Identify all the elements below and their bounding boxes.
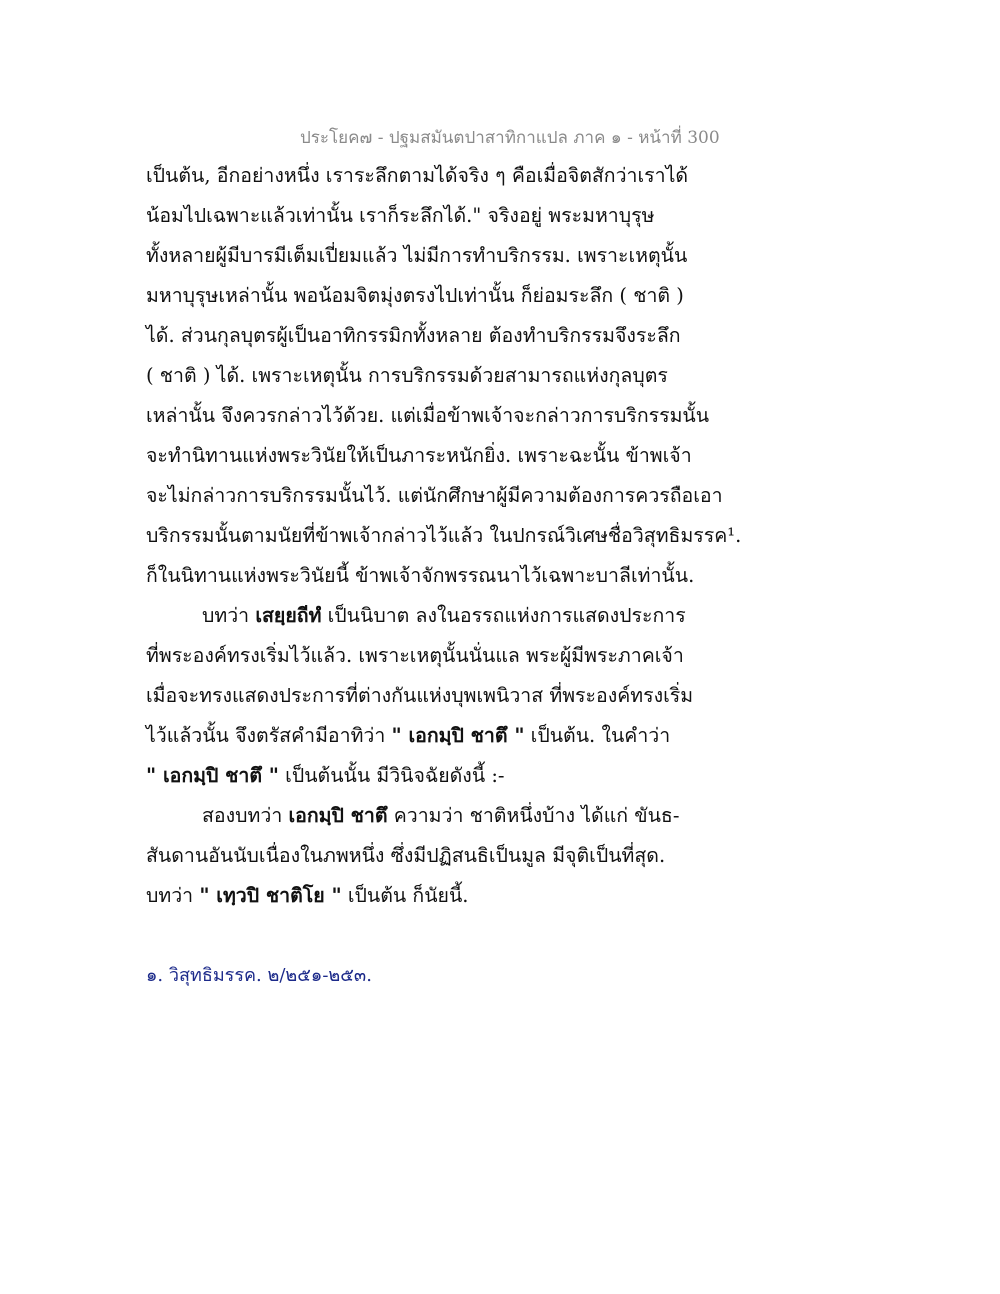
pali-term: เอกมฺปิ ชาตึ: [288, 804, 388, 827]
text-run: บทว่า: [146, 884, 200, 907]
text-line: บริกรรมนั้นตามนัยที่ข้าพเจ้ากล่าวไว้แล้ว ในปกรณ์วิเศษชื่อวิสุทธิมรรค¹.: [146, 524, 742, 547]
text-line: ที่พระองค์ทรงเริ่มไว้แล้ว. เพราะเหตุนั้นนั่นแล พระผู้มีพระภาคเจ้า: [146, 644, 684, 667]
text-line: จะทำนิทานแห่งพระวินัยให้เป็นภาระหนักยิ่ง. เพราะฉะนั้น ข้าพเจ้า: [146, 444, 692, 467]
text-line: ก็ในนิทานแห่งพระวินัยนี้ ข้าพเจ้าจักพรรณนาไว้เฉพาะบาลีเท่านั้น.: [146, 564, 695, 587]
paragraph-2-line-5: [146, 758, 746, 798]
text-run: เป็นต้นนั้น มีวินิจฉัยดังนี้ :-: [278, 764, 505, 787]
text-run: เป็นต้น ก็นัยนี้.: [341, 884, 469, 907]
text-line: ได้. ส่วนกุลบุตรผู้เป็นอาทิกรรมิกทั้งหลาย ต้องทำบริกรรมจึงระลึก: [146, 324, 681, 347]
pali-term: " เทฺวปิ ชาติโย ": [199, 884, 342, 907]
body-text: [146, 158, 746, 918]
footnote: ๑. วิสุทธิมรรค. ๒/๒๕๑-๒๕๓.: [146, 965, 372, 986]
text-line: ( ชาติ ) ได้. เพราะเหตุนั้น การบริกรรมด้วยสามารถแห่งกุลบุตร: [146, 364, 668, 387]
text-line: เหล่านั้น จึงควรกล่าวไว้ด้วย. แต่เมื่อข้าพเจ้าจะกล่าวการบริกรรมนั้น: [146, 404, 710, 427]
text-line: ทั้งหลายผู้มีบารมีเต็มเปี่ยมแล้ว ไม่มีการทำบริกรรม. เพราะเหตุนั้น: [146, 244, 688, 267]
text-run: เป็นนิบาต ลงในอรรถแห่งการแสดงประการ: [321, 604, 686, 627]
text-line: จะไม่กล่าวการบริกรรมนั้นไว้. แต่นักศึกษาผู้มีความต้องการควรถือเอา: [146, 484, 723, 507]
text-run: เป็นต้น. ในคำว่า: [524, 724, 671, 747]
text-line: มหาบุรุษเหล่านั้น พอน้อมจิตมุ่งตรงไปเท่านั้น ก็ย่อมระลึก ( ชาติ ): [146, 284, 684, 307]
text-line: เป็นต้น, อีกอย่างหนึ่ง เราระลึกตามได้จริง ๆ คือเมื่อจิตสักว่าเราได้: [146, 164, 689, 187]
paragraph-2-line-1: [146, 598, 746, 638]
pali-term: เสยฺยถีทํ: [255, 604, 322, 627]
paragraph-3-line-1: [146, 798, 746, 838]
pali-term: " เอกมฺปิ ชาตึ ": [146, 764, 279, 787]
text-line: เมื่อจะทรงแสดงประการที่ต่างกันแห่งบุพเพนิวาส ที่พระองค์ทรงเริ่ม: [146, 684, 694, 707]
pali-term: " เอกมฺปิ ชาตึ ": [391, 724, 525, 747]
text-run: ไว้แล้วนั้น จึงตรัสคำมีอาทิว่า: [146, 724, 392, 747]
text-run: สองบทว่า: [202, 804, 289, 827]
paragraph-3-line-3: [146, 878, 746, 918]
text-line: น้อมไปเฉพาะแล้วเท่านั้น เราก็ระลึกได้." จริงอยู่ พระมหาบุรุษ: [146, 204, 655, 227]
paragraph-2-line-4: [146, 718, 746, 758]
text-run: บทว่า: [202, 604, 256, 627]
text-line: สันดานอันนับเนื่องในภพหนึ่ง ซึ่งมีปฏิสนธิเป็นมูล มีจุติเป็นที่สุด.: [146, 844, 666, 867]
page-header: ประโยค๗ - ปฐมสมันตปาสาทิกาแปล ภาค ๑ - หน้าที่ 300: [300, 128, 720, 148]
text-run: ความว่า ชาติหนึ่งบ้าง ได้แก่ ขันธ-: [387, 804, 680, 827]
